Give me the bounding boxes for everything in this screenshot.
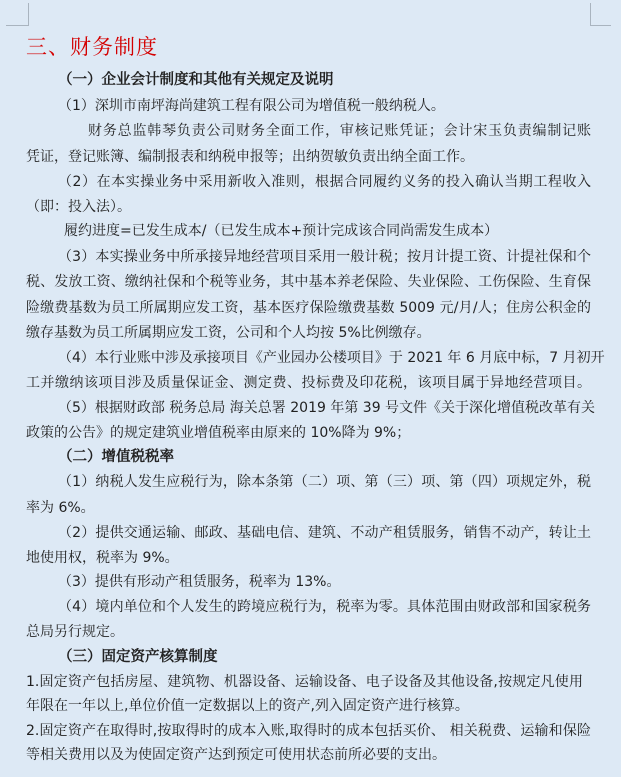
paragraph-line: 政策的公告》的规定建筑业增值税率由原来的 10%降为 9%； [26,425,411,441]
paragraph-line: （1）纳税人发生应税行为，除本条第（二）项、第（三）项、第（四）项规定外，税 [58,474,591,490]
page-corner-mark-right [590,3,611,26]
subsection-heading-2: （二）增值税税率 [58,449,174,465]
paragraph-line: 1.固定资产包括房屋、建筑物、机器设备、运输设备、电子设备及其他设备,按规定凡使用 [26,674,583,690]
paragraph: （1）深圳市南坪海尚建筑工程有限公司为增值税一般纳税人。 [58,98,445,114]
subsection-heading-1: （一）企业会计制度和其他有关规定及说明 [58,72,334,88]
paragraph-line: （5）根据财政部 税务总局 海关总署 2019 年第 39 号文件《关于深化增值税改革有关 [58,400,596,416]
paragraph-line: 缴存基数为员工所属期应发工资，公司和个人均按 5%比例缴存。 [26,325,431,341]
formula-line: 履约进度=已发生成本/（已发生成本+预计完成该合同尚需发生成本） [64,223,499,239]
section-title: 三、财务制度 [26,35,158,59]
paragraph-line: （4）境内单位和个人发生的跨境应税行为，税率为零。具体范围由财政部和国家税务 [58,599,591,615]
paragraph-line: （2）提供交通运输、邮政、基础电信、建筑、不动产租赁服务，销售不动产，转让土 [58,525,591,541]
paragraph-line: 财务总监韩琴负责公司财务全面工作，审核记账凭证；会计宋玉负责编制记账 [88,123,591,139]
paragraph-line: 等相关费用以及为使固定资产达到预定可使用状态前所必要的支出。 [26,747,446,763]
paragraph-line: 率为 6%。 [26,500,95,516]
paragraph-line: （即：投入法）。 [26,199,131,215]
paragraph-line: 工并缴纳该项目涉及质量保证金、测定费、投标费及印花税，该项目属于异地经营项目。 [26,375,591,391]
paragraph-line: 2.固定资产在取得时,按取得时的成本入账,取得时的成本包括买价、 相关税费、运输和保险 [26,723,591,739]
paragraph: （3）提供有形动产租赁服务，税率为 13%。 [58,574,341,590]
paragraph-line: 年限在一年以上,单位价值一定数据以上的资产,列入固定资产进行核算。 [26,698,469,714]
paragraph-line: 税、发放工资、缴纳社保和个税等业务，其中基本养老保险、失业保险、工伤保险、生育保 [26,274,591,290]
paragraph-line: （4）本行业账中涉及承接项目《产业园办公楼项目》于 2021 年 6 月底中标，7 月初开 [58,350,605,366]
paragraph-line: 险缴费基数为员工所属期应发工资，基本医疗保险缴费基数 5009 元/月/人；住房公积金的 [26,300,591,316]
paragraph-line: （2）在本实操业务中采用新收入准则，根据合同履约义务的投入确认当期工程收入 [58,174,591,190]
page-corner-mark-left [6,3,29,26]
paragraph-line: 地使用权，税率为 9%。 [26,550,179,566]
paragraph-line: （3）本实操业务中所承接异地经营项目采用一般计税；按月计提工资、计提社保和个 [58,249,591,265]
paragraph-line: 凭证，登记账簿、编制报表和纳税申报等；出纳贺敏负责出纳全面工作。 [26,149,474,165]
paragraph-line: 总局另行规定。 [26,624,124,640]
subsection-heading-3: （三）固定资产核算制度 [58,649,218,665]
